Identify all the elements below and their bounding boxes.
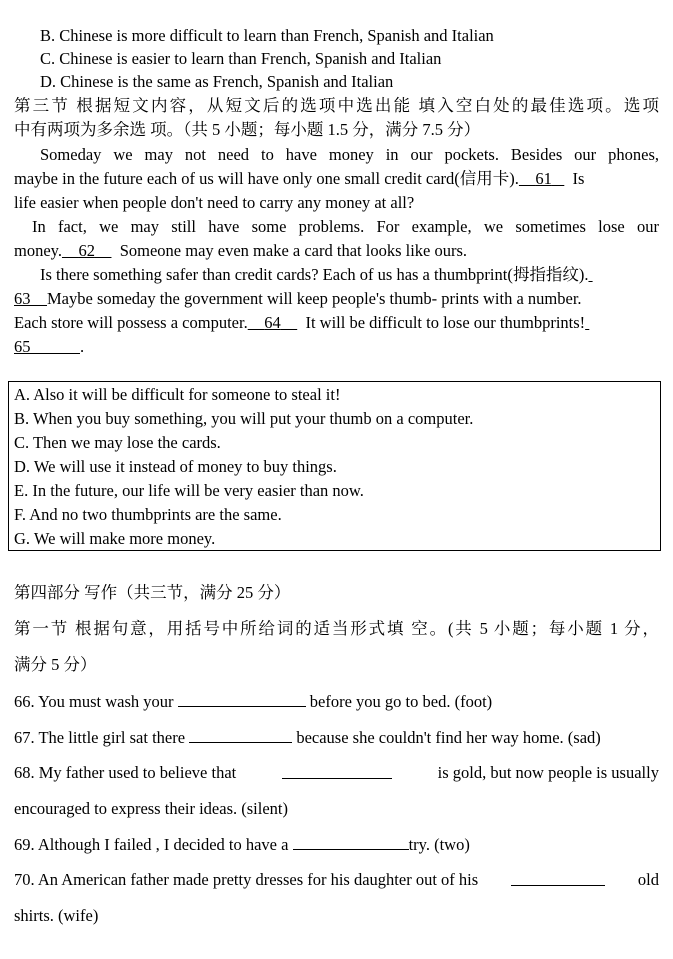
passage-p1-line1: Someday we may not need to have money in our pockets. Besides our phones, xyxy=(40,145,659,164)
question-text: because she couldn't find her way home. (sad) xyxy=(296,728,601,747)
blank-63-start xyxy=(588,265,592,284)
passage-text: . xyxy=(80,337,85,356)
passage-p3-line4 xyxy=(14,337,84,357)
passage-text: Is there something safer than credit cards? Each of us has a thumbprint(拇指指纹). xyxy=(40,265,589,284)
passage-p2-line2 xyxy=(14,241,467,261)
passage-text: Is xyxy=(572,169,585,188)
question-68 xyxy=(14,763,659,783)
blank-63-number: 63 xyxy=(14,289,31,308)
blank-65-start xyxy=(585,313,589,332)
passage-text: Each store will possess a computer. xyxy=(14,313,248,332)
option-e: E. In the future, our life will be very easier than now. xyxy=(14,481,364,500)
part4-heading: 第四部分 写作（共三节，满分 25 分） xyxy=(14,583,291,602)
passage-p2-line1: In fact, we may still have some problems. For example, we sometimes lose our xyxy=(32,217,659,236)
question-text: try. (two) xyxy=(408,835,470,854)
section3-heading-line2: 中有两项为多余选 项。（共 5 小题；每小题 1.5 分，满分 7.5 分） xyxy=(14,120,481,139)
blank-62 xyxy=(62,241,112,260)
answer-blank-66[interactable] xyxy=(178,691,306,707)
passage-p3-line3 xyxy=(14,313,589,333)
blank-61 xyxy=(519,169,564,188)
passage-p1-line2 xyxy=(14,169,584,189)
question-66 xyxy=(14,691,492,712)
answer-blank-70[interactable] xyxy=(511,870,605,886)
question-text: 67. The little girl sat there xyxy=(14,728,186,747)
option-a: A. Also it will be difficult for someone to steal it! xyxy=(14,385,341,404)
passage-text: money. xyxy=(14,241,62,260)
passage-p1-line3: life easier when people don't need to carry any money at all? xyxy=(14,193,415,212)
passage-text: Someone may even make a card that looks like ours. xyxy=(119,241,468,260)
blank-63 xyxy=(14,289,47,308)
passage-p3-line2 xyxy=(14,289,582,309)
question-text: 69. Although I failed , I decided to have a xyxy=(14,835,289,854)
blank-64 xyxy=(248,313,298,332)
question-70 xyxy=(14,870,659,890)
blank-64-number: 64 xyxy=(264,313,281,332)
question-67 xyxy=(14,727,601,748)
question-69 xyxy=(14,834,470,855)
blank-61-number: 61 xyxy=(535,169,552,188)
question-text: 70. An American father made pretty dresses for his daughter out of his xyxy=(14,870,479,889)
question-text: is gold, but now people is usually xyxy=(437,763,659,782)
option-g: G. We will make more money. xyxy=(14,529,216,548)
section1-heading-line2: 满分 5 分） xyxy=(14,655,97,674)
passage-p3-line1 xyxy=(40,265,593,285)
prev-option-d: D. Chinese is the same as French, Spanish and Italian xyxy=(40,72,394,91)
prev-option-c: C. Chinese is easier to learn than French, Spanish and Italian xyxy=(40,49,442,68)
option-c: C. Then we may lose the cards. xyxy=(14,433,221,452)
section3-heading-line1: 第三节 根据短文内容，从短文后的选项中选出能 填入空白处的最佳选项。选项 xyxy=(14,96,659,115)
answer-blank-67[interactable] xyxy=(189,727,292,743)
blank-65-number: 65 xyxy=(14,337,31,356)
question-70-continued: shirts. (wife) xyxy=(14,906,99,925)
passage-text: Maybe someday the government will keep people's thumb- prints with a number. xyxy=(47,289,582,308)
option-f: F. And no two thumbprints are the same. xyxy=(14,505,282,524)
question-text: 66. You must wash your xyxy=(14,692,174,711)
question-text: 68. My father used to believe that xyxy=(14,763,237,782)
answer-blank-68[interactable] xyxy=(282,763,392,779)
question-text: old xyxy=(637,870,659,889)
passage-text: It will be difficult to lose our thumbprints! xyxy=(305,313,586,332)
passage-text: maybe in the future each of us will have only one small credit card(信用卡). xyxy=(14,169,519,188)
prev-option-b: B. Chinese is more difficult to learn than French, Spanish and Italian xyxy=(40,26,494,45)
blank-65 xyxy=(14,337,80,356)
answer-blank-69[interactable] xyxy=(293,834,409,850)
option-d: D. We will use it instead of money to buy things. xyxy=(14,457,337,476)
question-text: before you go to bed. (foot) xyxy=(309,692,493,711)
question-68-continued: encouraged to express their ideas. (silent) xyxy=(14,799,288,818)
blank-62-number: 62 xyxy=(78,241,95,260)
section1-heading-line1: 第一节 根据句意，用括号中所给词的适当形式填 空。(共 5 小题；每小题 1 分， xyxy=(14,619,659,638)
option-b: B. When you buy something, you will put your thumb on a computer. xyxy=(14,409,474,428)
